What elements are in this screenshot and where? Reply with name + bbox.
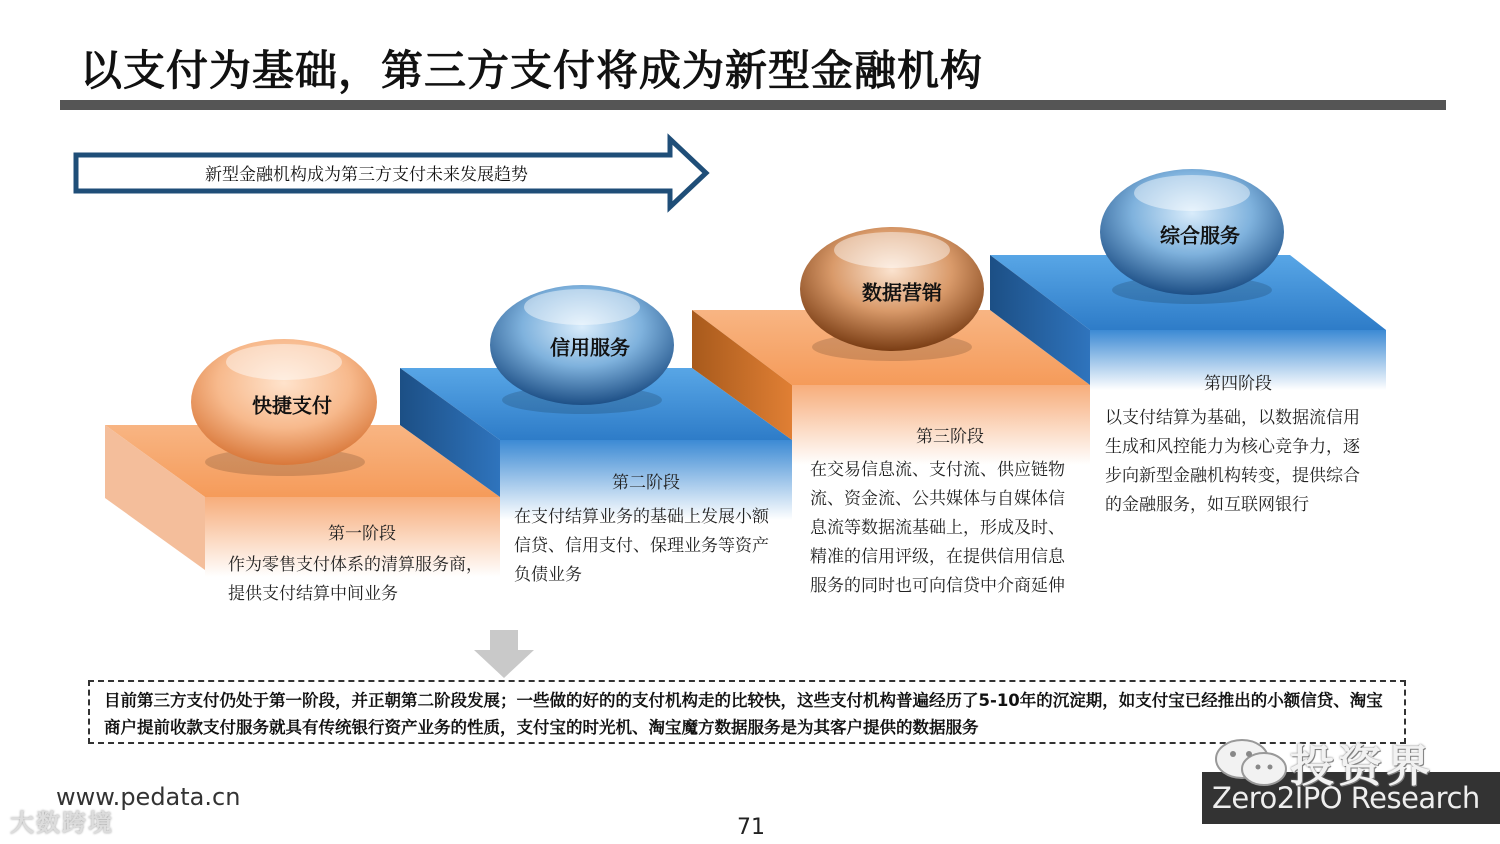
stage-title-2: 第二阶段 bbox=[612, 473, 680, 493]
stage-title-4: 第四阶段 bbox=[1204, 374, 1272, 394]
down-arrow-icon bbox=[472, 630, 536, 680]
watermark-text: 大数跨境 bbox=[10, 809, 114, 837]
stage-title-3: 第三阶段 bbox=[916, 427, 984, 447]
brand-name-en: Zero2IPO Research bbox=[1212, 781, 1480, 815]
page-number: 71 bbox=[737, 815, 765, 840]
orb-label-1: 快捷支付 bbox=[252, 393, 332, 418]
orb-label-3: 数据营销 bbox=[862, 280, 942, 305]
stage-desc-1: 作为零售支付体系的清算服务商，提供支付结算中间业务 bbox=[228, 555, 483, 604]
brand-name-cn: 投资界 bbox=[1290, 741, 1434, 792]
orb-label-4: 综合服务 bbox=[1160, 223, 1240, 248]
stage-title-1: 第一阶段 bbox=[328, 524, 396, 544]
website-url[interactable]: www.pedata.cn bbox=[56, 783, 241, 811]
stage-desc-3: 在交易信息流、支付流、供应链物流、资金流、公共媒体与自媒体信息流等数据流基础上，形成及时、精准的信用评级，在提供信用信息服务的同时也可向信贷中介商延伸 bbox=[810, 460, 1065, 596]
page-title: 以支付为基础，第三方支付将成为新型金融机构 bbox=[80, 46, 984, 95]
trend-label: 新型金融机构成为第三方支付未来发展趋势 bbox=[205, 165, 528, 185]
stage-desc-2: 在支付结算业务的基础上发展小额信贷、信用支付、保理业务等资产负债业务 bbox=[514, 507, 769, 585]
orb-label-2: 信用服务 bbox=[550, 335, 630, 360]
summary-note: 目前第三方支付仍处于第一阶段，并正朝第二阶段发展；一些做的好的的支付机构走的比较快，这些支付机构普遍经历了5-10年的沉淀期，如支付宝已经推出的小额信贷、淘宝商户提前收款支付服务就具有传统银行资产业务的性质，支付宝的时光机、淘宝魔方数据服务是为其客户提供的数据服务 bbox=[88, 680, 1406, 744]
stage-desc-4: 以支付结算为基础，以数据流信用生成和风控能力为核心竞争力，逐步向新型金融机构转变，提供综合的金融服务，如互联网银行 bbox=[1105, 408, 1360, 515]
